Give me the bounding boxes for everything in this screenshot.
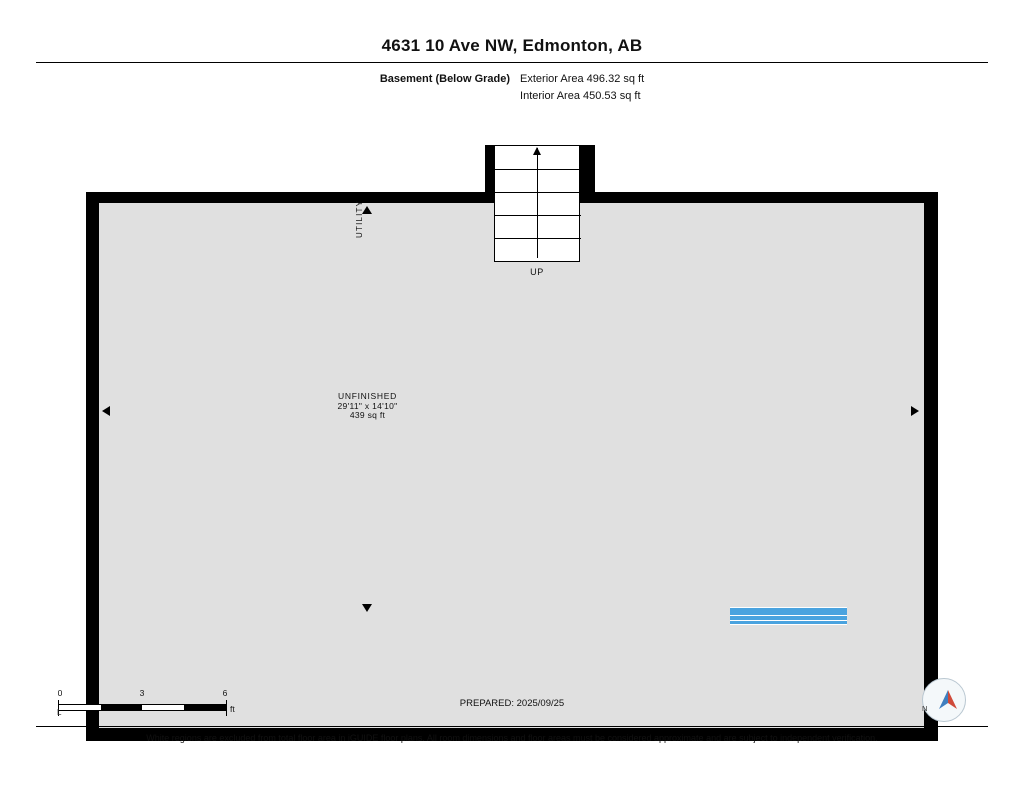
dimension-arrow-right-icon bbox=[911, 406, 919, 416]
disclaimer-text: White regions are excluded from total floor area in iGUIDE floor plans. All room dimensions and floor areas must be considered approximate and are subject to independent verification. bbox=[146, 733, 878, 743]
compass-needle-icon bbox=[922, 678, 966, 722]
area-summary bbox=[520, 71, 644, 105]
room-name: UNFINISHED bbox=[338, 391, 397, 401]
room-dimensions: 29'11" x 14'10" bbox=[337, 400, 398, 411]
level-summary bbox=[0, 71, 1024, 105]
interior-floor-area bbox=[99, 203, 924, 728]
utility-label: UTILITY bbox=[355, 199, 364, 238]
footer-divider bbox=[36, 726, 988, 727]
staircase bbox=[494, 145, 580, 262]
stair-tread bbox=[495, 215, 581, 216]
compass-north-label: N bbox=[922, 704, 928, 713]
interior-area-text: Interior Area 450.53 sq ft bbox=[520, 90, 641, 102]
floor-plan-canvas bbox=[0, 110, 1024, 650]
prepared-date: PREPARED: 2025/09/25 bbox=[459, 698, 565, 709]
stair-direction-arrow-icon bbox=[537, 148, 538, 258]
room-label bbox=[280, 392, 455, 421]
dimension-arrow-down-icon bbox=[362, 604, 372, 612]
page-title: 4631 10 Ave NW, Edmonton, AB bbox=[381, 36, 643, 55]
scale-unit-label: ft bbox=[230, 704, 235, 714]
level-label: Basement (Below Grade) bbox=[379, 73, 511, 85]
dimension-arrow-up-icon bbox=[362, 206, 372, 214]
stair-tread bbox=[495, 192, 581, 193]
dimension-arrow-left-icon bbox=[102, 406, 110, 416]
scale-tick: 3 bbox=[139, 688, 145, 698]
scale-origin-mark: L bbox=[57, 708, 62, 717]
compass-rose-icon bbox=[922, 678, 966, 722]
exterior-area-text: Exterior Area 496.32 sq ft bbox=[520, 73, 645, 85]
window-element bbox=[730, 607, 847, 625]
scale-tick: 6 bbox=[222, 688, 228, 698]
stairs-up-label: UP bbox=[530, 267, 544, 277]
stair-tread bbox=[495, 238, 581, 239]
room-area: 439 sq ft bbox=[349, 410, 386, 420]
scale-tick: 0 bbox=[57, 688, 63, 698]
header-divider bbox=[36, 62, 988, 63]
stair-tread bbox=[495, 169, 581, 170]
